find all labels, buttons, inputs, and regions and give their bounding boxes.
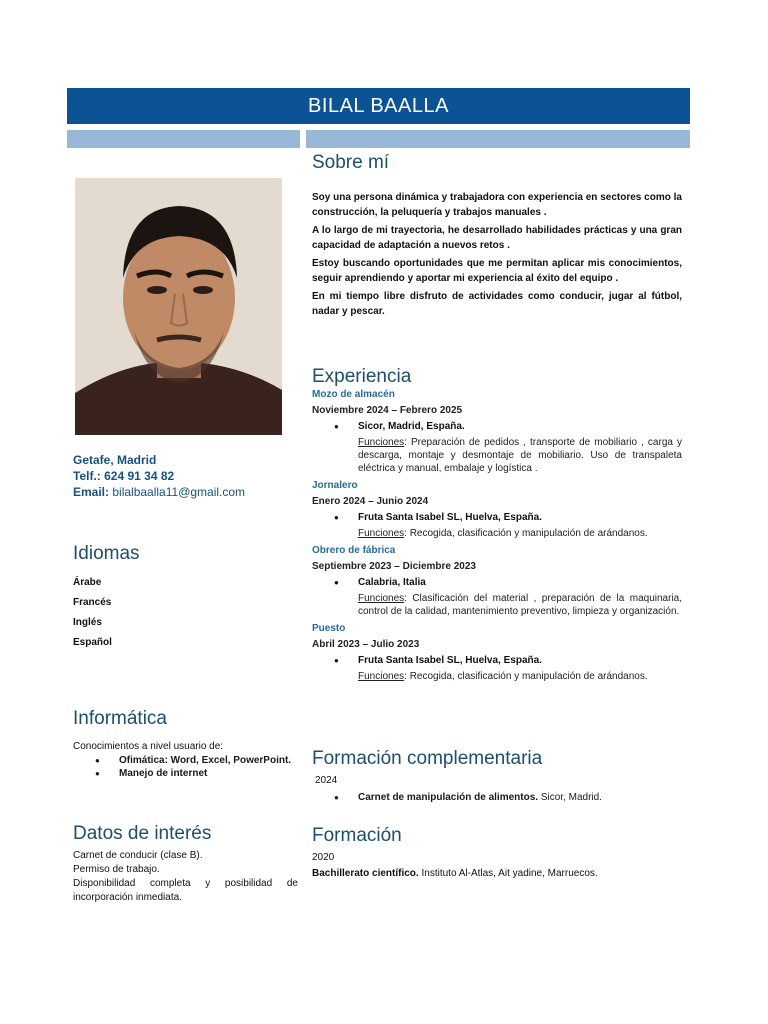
sobre-paragraph: En mi tiempo libre disfruto de actividades como conducir, jugar al fútbol, nadar y pescar. — [312, 291, 682, 317]
job-entry — [312, 388, 682, 475]
job-functions — [312, 592, 682, 618]
job-title: Mozo de almacén — [312, 389, 395, 400]
datos-section — [73, 823, 298, 905]
formacion-comp-item-place: Sicor, Madrid. — [538, 792, 602, 803]
email-line — [73, 484, 298, 500]
profile-photo — [75, 178, 282, 435]
formacion-item-place: Instituto Al-Atlas, Ait yadine, Marruecos. — [418, 868, 598, 879]
sobre-heading: Sobre mí — [312, 152, 390, 173]
phone-line — [73, 468, 298, 484]
functions-label: Funciones — [358, 671, 405, 682]
job-place: ● Sicor, Madrid, España. — [312, 420, 682, 434]
job-title: Puesto — [312, 623, 346, 634]
full-name: BILAL BAALLA — [308, 95, 449, 117]
datos-line: Carnet de conducir (clase B). — [73, 850, 203, 861]
job-functions — [312, 670, 682, 683]
formacion-section — [312, 825, 682, 881]
portrait-illustration — [75, 178, 282, 435]
functions-text: : Recogida, clasificación y manipulación de arándanos. — [404, 671, 648, 682]
functions-text: : Clasificación del material , preparación de la maquinaria, control de la calidad, mantenimiento preventivo, limpieza y organización. — [358, 593, 682, 617]
formacion-item — [312, 867, 682, 881]
job-date: Enero 2024 – Junio 2024 — [312, 496, 429, 507]
job-title: Obrero de fábrica — [312, 545, 396, 556]
job-date: Abril 2023 – Julio 2023 — [312, 639, 420, 650]
decor-strip-left — [67, 130, 300, 148]
informatica-heading: Informática — [73, 708, 167, 729]
informatica-item: ● Ofimática: Word, Excel, PowerPoint. — [73, 754, 298, 767]
functions-label: Funciones — [358, 593, 405, 604]
formacion-heading: Formación — [312, 825, 402, 846]
formacion-comp-item-title: Carnet de manipulación de alimentos. — [358, 792, 539, 803]
job-entry — [312, 479, 682, 540]
job-place: ● Fruta Santa Isabel SL, Huelva, España. — [312, 654, 682, 668]
informatica-intro: Conocimientos a nivel usuario de: — [73, 741, 224, 752]
job-functions — [312, 527, 682, 540]
job-date: Noviembre 2024 – Febrero 2025 — [312, 405, 463, 416]
idiomas-heading: Idiomas — [73, 543, 140, 564]
language-item: Francés — [73, 597, 112, 608]
formacion-year: 2020 — [312, 852, 335, 863]
phone-label: Telf.: — [73, 469, 101, 483]
job-title: Jornalero — [312, 480, 358, 491]
sobre-paragraph: Soy una persona dinámica y trabajadora con experiencia en sectores como la construcción, la peluquería y trabajos manuales . — [312, 192, 682, 218]
sobre-section — [312, 152, 682, 322]
email-link[interactable]: bilalbaalla11@gmail.com — [112, 485, 246, 499]
experiencia-section — [312, 366, 682, 683]
sobre-paragraph: Estoy buscando oportunidades que me permitan aplicar mis conocimientos, seguir aprendiendo y aportar mi experiencia al éxito del equipo . — [312, 258, 682, 284]
informatica-item: ● Manejo de internet — [73, 767, 298, 780]
contact-block — [73, 452, 298, 500]
formacion-comp-section — [312, 748, 682, 805]
phone-number: 624 91 34 82 — [104, 469, 175, 483]
functions-label: Funciones — [358, 528, 405, 539]
location: Getafe, Madrid — [73, 453, 157, 467]
job-functions — [312, 436, 682, 475]
functions-label: Funciones — [358, 437, 405, 448]
formacion-comp-year: 2024 — [315, 775, 338, 786]
decor-strip-right — [306, 130, 690, 148]
experiencia-heading: Experiencia — [312, 366, 412, 387]
formacion-comp-item — [312, 791, 682, 805]
formacion-item-title: Bachillerato científico. — [312, 868, 419, 879]
language-item: Español — [73, 637, 112, 648]
job-date: Septiembre 2023 – Diciembre 2023 — [312, 561, 476, 572]
informatica-section — [73, 708, 298, 780]
job-place: ● Calabria, Italia — [312, 576, 682, 590]
language-item: Árabe — [73, 577, 102, 588]
job-place: ● Fruta Santa Isabel SL, Huelva, España. — [312, 511, 682, 525]
formacion-comp-heading: Formación complementaria — [312, 748, 543, 769]
functions-text: : Preparación de pedidos , transporte de mobiliario , carga y descarga, montaje y desmontaje de mobiliario. Uso de transpaleta eléctrica y manual, embalaje y logística . — [358, 437, 682, 474]
datos-line: Permiso de trabajo. — [73, 864, 160, 875]
name-banner — [67, 88, 690, 124]
datos-heading: Datos de interés — [73, 823, 212, 844]
job-entry — [312, 544, 682, 618]
language-item: Inglés — [73, 617, 102, 628]
functions-text: : Recogida, clasificación y manipulación de arándanos. — [404, 528, 648, 539]
email-label: Email: — [73, 485, 110, 499]
job-entry — [312, 622, 682, 683]
idiomas-section — [73, 543, 298, 648]
sobre-paragraph: A lo largo de mi trayectoria, he desarrollado habilidades prácticas y una gran capacidad de adaptación a nuevos retos . — [312, 225, 682, 251]
datos-line: Disponibilidad completa y posibilidad de incorporación inmediata. — [73, 878, 298, 903]
